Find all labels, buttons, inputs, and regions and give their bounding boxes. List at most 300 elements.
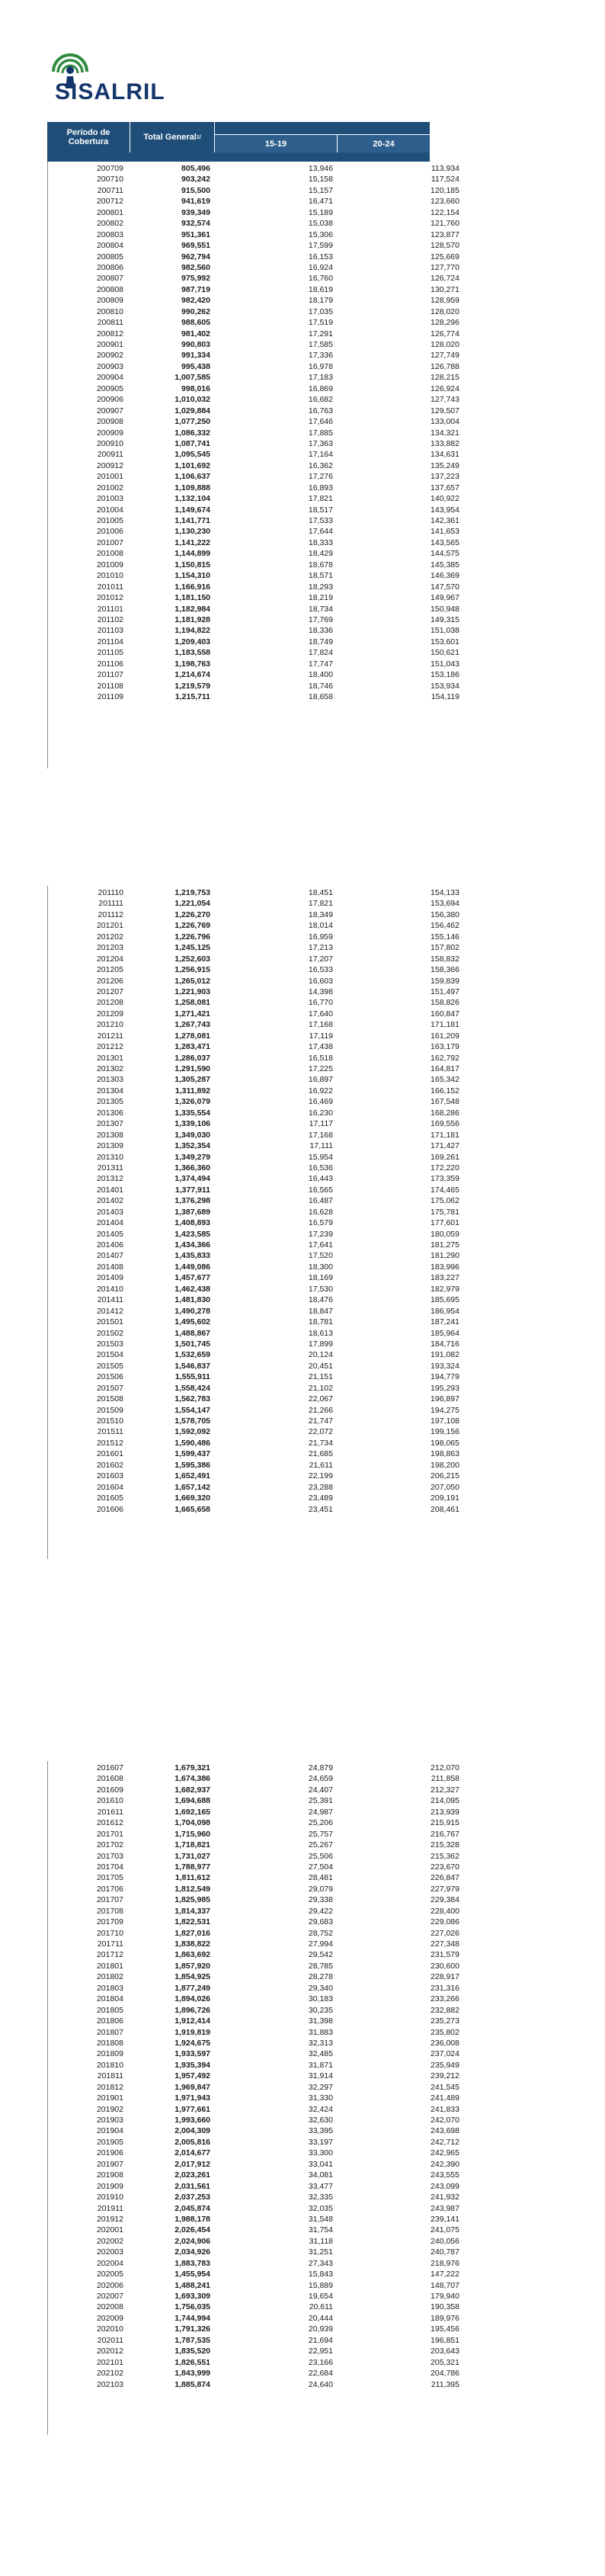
total-cell: 1,258,081 [174,998,210,1008]
period-cell: 201808 [96,2038,123,2048]
table-row [47,2115,466,2125]
age-20-24-cell: 150,948 [431,604,459,614]
period-cell: 201211 [97,1031,123,1041]
table-header [47,122,430,162]
header-age-group [215,122,430,134]
age-15-19-cell: 16,922 [308,1086,333,1096]
total-cell: 1,993,660 [174,2116,210,2125]
period-cell: 201704 [96,1862,123,1872]
table-row [47,2236,466,2247]
period-cell: 201009 [96,560,123,569]
total-cell: 1,374,494 [174,1174,210,1184]
period-cell: 201909 [96,2181,123,2191]
total-cell: 990,262 [181,306,210,316]
age-20-24-cell: 195,293 [431,1383,459,1393]
age-15-19-cell: 17,213 [308,943,333,953]
table-row [47,1383,466,1394]
age-15-19-cell: 25,267 [308,1840,333,1850]
age-15-19-cell: 29,338 [308,1895,333,1905]
table-row [47,570,466,581]
age-20-24-cell: 175,781 [431,1207,459,1217]
table-row [47,1173,466,1184]
total-cell: 1,674,386 [174,1774,210,1784]
age-15-19-cell: 25,206 [308,1818,333,1828]
total-cell: 1,349,279 [174,1152,210,1162]
header-period: Período de Cobertura [47,122,130,152]
table-row [47,1851,466,1862]
age-20-24-cell: 243,987 [431,2203,459,2213]
age-15-19-cell: 18,349 [308,909,333,919]
period-cell: 201305 [96,1097,123,1107]
period-cell: 201401 [96,1185,123,1195]
period-cell: 200912 [96,460,123,470]
age-15-19-cell: 17,520 [308,1251,333,1261]
period-cell: 202102 [96,2369,123,2379]
age-20-24-cell: 142,361 [431,516,459,525]
age-20-24-cell: 198,863 [431,1449,459,1459]
period-cell: 201310 [96,1152,123,1162]
table-row [47,1339,466,1349]
age-15-19-cell: 21,685 [308,1449,333,1459]
table-row [47,1840,466,1850]
table-row [47,2291,466,2302]
period-cell: 201107 [97,670,123,680]
age-15-19-cell: 22,067 [308,1394,333,1404]
table-row [47,2192,466,2202]
total-cell: 1,194,822 [174,626,210,636]
total-cell: 1,693,309 [174,2292,210,2301]
age-15-19-cell: 17,640 [308,1009,333,1019]
age-15-19-cell: 31,398 [308,2016,333,2026]
period-cell: 201902 [96,2104,123,2114]
period-cell: 200807 [96,274,123,284]
age-15-19-cell: 16,770 [308,998,333,1008]
table-row [47,1961,466,1971]
period-cell: 201102 [97,614,123,624]
total-cell: 1,214,674 [174,670,210,680]
period-cell: 200710 [96,175,123,184]
age-15-19-cell: 29,079 [308,1884,333,1894]
table-row [47,1493,466,1503]
total-cell: 1,198,763 [174,659,210,669]
total-cell: 1,811,612 [174,1873,210,1883]
period-cell: 201407 [96,1251,123,1261]
age-15-19-cell: 17,599 [308,241,333,251]
age-20-24-cell: 207,050 [431,1482,459,1492]
period-cell: 201911 [97,2203,123,2213]
age-20-24-cell: 128,296 [431,318,459,328]
total-cell: 1,278,081 [174,1031,210,1041]
age-20-24-cell: 186,954 [431,1306,459,1316]
table-row [47,1074,466,1085]
age-15-19-cell: 21,734 [308,1438,333,1448]
age-20-24-cell: 235,949 [431,2060,459,2070]
table-row [47,1361,466,1371]
period-cell: 201806 [96,2016,123,2026]
age-20-24-cell: 177,601 [431,1218,459,1228]
age-15-19-cell: 29,422 [308,1906,333,1916]
age-20-24-cell: 241,932 [431,2193,459,2202]
table-row [47,1482,466,1493]
age-20-24-cell: 196,897 [431,1394,459,1404]
period-cell: 201408 [96,1262,123,1272]
table-row [47,1096,466,1107]
table-row [47,306,466,317]
total-cell: 1,256,915 [174,965,210,975]
table-row [47,976,466,986]
age-15-19-cell: 17,276 [308,472,333,482]
age-20-24-cell: 130,271 [431,284,459,294]
total-cell: 1,291,590 [174,1064,210,1073]
period-cell: 201503 [96,1339,123,1349]
total-cell: 1,843,999 [174,2369,210,2379]
total-cell: 1,669,320 [174,1493,210,1503]
table-row [47,2125,466,2136]
total-cell: 1,095,545 [174,450,210,460]
total-cell: 990,803 [181,340,210,349]
period-cell: 201405 [96,1229,123,1239]
age-20-24-cell: 237,024 [431,2049,459,2059]
total-cell: 1,352,354 [174,1141,210,1151]
age-20-24-cell: 229,086 [431,1917,459,1927]
table-block-2 [47,887,466,1515]
table-row [47,560,466,570]
period-cell: 201908 [96,2170,123,2180]
age-20-24-cell: 156,462 [431,921,459,931]
table-row [47,1217,466,1228]
age-20-24-cell: 198,065 [431,1438,459,1448]
age-20-24-cell: 126,788 [431,361,459,371]
age-15-19-cell: 16,533 [308,965,333,975]
age-20-24-cell: 231,579 [431,1950,459,1960]
age-20-24-cell: 171,181 [431,1020,459,1030]
age-15-19-cell: 20,444 [308,2313,333,2323]
period-cell: 202001 [96,2225,123,2235]
age-15-19-cell: 18,179 [308,296,333,306]
age-20-24-cell: 233,266 [431,1994,459,2004]
table-row [47,1195,466,1206]
age-15-19-cell: 16,565 [308,1185,333,1195]
brand-name: SISALRIL [55,79,165,104]
age-20-24-cell: 117,524 [431,175,459,184]
age-15-19-cell: 21,102 [308,1383,333,1393]
age-20-24-cell: 242,390 [431,2159,459,2169]
age-15-19-cell: 24,987 [308,1807,333,1817]
table-row [47,637,466,647]
age-20-24-cell: 208,461 [431,1504,459,1514]
age-20-24-cell: 123,877 [431,229,459,239]
age-20-24-cell: 144,575 [431,549,459,559]
total-cell: 982,420 [181,296,210,306]
age-20-24-cell: 127,743 [431,395,459,405]
age-20-24-cell: 153,694 [431,899,459,909]
table-row [47,647,466,658]
age-20-24-cell: 143,565 [431,537,459,547]
table-row [47,2357,466,2368]
period-cell: 201510 [96,1416,123,1426]
table-row [47,218,466,229]
age-20-24-cell: 218,976 [431,2258,459,2268]
table-row [47,329,466,339]
table-row [47,986,466,997]
period-cell: 201511 [97,1427,123,1437]
period-cell: 201404 [96,1218,123,1228]
age-20-24-cell: 145,385 [431,560,459,569]
age-15-19-cell: 17,363 [308,438,333,448]
table-row [47,207,466,218]
period-cell: 200811 [97,318,123,328]
age-20-24-cell: 173,359 [431,1174,459,1184]
age-20-24-cell: 227,026 [431,1928,459,1938]
age-15-19-cell: 17,164 [308,450,333,460]
table-row [47,2203,466,2214]
total-cell: 1,490,278 [174,1306,210,1316]
total-cell: 1,366,360 [174,1163,210,1173]
age-20-24-cell: 193,324 [431,1361,459,1371]
period-cell: 200712 [96,197,123,207]
period-cell: 201406 [96,1240,123,1250]
age-15-19-cell: 33,300 [308,2148,333,2158]
total-cell: 2,005,816 [174,2137,210,2147]
total-cell: 951,361 [181,229,210,239]
period-cell: 201204 [96,954,123,964]
age-15-19-cell: 33,395 [308,2126,333,2136]
period-cell: 201611 [97,1807,123,1817]
table-row [47,2379,466,2390]
total-cell: 1,877,249 [174,1983,210,1993]
age-15-19-cell: 31,883 [308,2027,333,2037]
total-cell: 1,704,098 [174,1818,210,1828]
age-20-24-cell: 125,669 [431,252,459,261]
period-cell: 201702 [96,1840,123,1850]
age-20-24-cell: 175,062 [431,1196,459,1206]
age-15-19-cell: 17,747 [308,659,333,669]
period-cell: 201910 [96,2193,123,2202]
age-15-19-cell: 23,451 [308,1504,333,1514]
period-cell: 201609 [96,1785,123,1795]
age-15-19-cell: 21,151 [308,1372,333,1382]
total-cell: 1,825,985 [174,1895,210,1905]
total-cell: 1,226,270 [174,909,210,919]
total-cell: 1,265,012 [174,976,210,986]
table-row [47,438,466,449]
age-20-24-cell: 126,924 [431,383,459,393]
period-cell: 201010 [96,571,123,581]
age-15-19-cell: 17,117 [309,1119,333,1129]
period-cell: 201411 [97,1295,123,1305]
table-row [47,2082,466,2093]
age-15-19-cell: 15,954 [308,1152,333,1162]
age-20-24-cell: 196,851 [431,2335,459,2345]
period-cell: 201508 [96,1394,123,1404]
age-20-24-cell: 214,095 [431,1796,459,1806]
age-15-19-cell: 31,754 [308,2225,333,2235]
total-cell: 1,592,092 [174,1427,210,1437]
table-row [47,526,466,537]
age-15-19-cell: 16,959 [308,932,333,942]
period-cell: 200812 [96,329,123,338]
total-cell: 1,150,815 [174,560,210,569]
period-cell: 201106 [97,659,123,669]
age-20-24-cell: 151,497 [431,986,459,996]
total-cell: 915,500 [181,185,210,195]
age-15-19-cell: 17,207 [308,954,333,964]
age-15-19-cell: 18,517 [308,505,333,515]
total-cell: 1,457,677 [174,1273,210,1283]
age-15-19-cell: 22,684 [308,2369,333,2379]
total-cell: 2,037,253 [174,2193,210,2202]
age-15-19-cell: 17,291 [308,329,333,338]
age-15-19-cell: 17,438 [308,1042,333,1052]
age-15-19-cell: 15,038 [308,219,333,229]
age-15-19-cell: 17,821 [308,494,333,504]
table-row [47,493,466,504]
total-cell: 1,087,741 [174,438,210,448]
age-15-19-cell: 15,843 [308,2270,333,2279]
total-cell: 1,423,585 [174,1229,210,1239]
table-row [47,1906,466,1917]
age-20-24-cell: 169,556 [431,1119,459,1129]
total-cell: 1,086,332 [174,428,210,438]
age-15-19-cell: 25,506 [308,1851,333,1861]
period-cell: 201307 [96,1119,123,1129]
period-cell: 202005 [96,2270,123,2279]
age-20-24-cell: 169,261 [431,1152,459,1162]
period-cell: 201606 [96,1504,123,1514]
age-20-24-cell: 228,917 [431,1972,459,1982]
age-15-19-cell: 32,035 [308,2203,333,2213]
table-row [47,537,466,548]
age-15-19-cell: 16,897 [308,1075,333,1085]
age-15-19-cell: 21,694 [308,2335,333,2345]
age-20-24-cell: 140,922 [431,494,459,504]
age-20-24-cell: 128,020 [431,306,459,316]
total-cell: 1,546,837 [174,1361,210,1371]
total-cell: 1,226,769 [174,921,210,931]
age-15-19-cell: 17,119 [309,1031,333,1041]
age-15-19-cell: 16,471 [308,197,333,207]
total-cell: 1,814,337 [174,1906,210,1916]
total-cell: 1,562,783 [174,1394,210,1404]
total-cell: 1,339,106 [174,1119,210,1129]
table-row [47,1207,466,1217]
table-row [47,174,466,184]
age-15-19-cell: 31,871 [308,2060,333,2070]
age-20-24-cell: 211,858 [431,1774,459,1784]
total-cell: 1,787,535 [174,2335,210,2345]
age-20-24-cell: 128,959 [431,296,459,306]
total-cell: 1,183,558 [174,648,210,658]
age-15-19-cell: 17,225 [308,1064,333,1073]
total-cell: 1,271,421 [174,1009,210,1019]
age-20-24-cell: 198,200 [431,1460,459,1470]
table-row [47,317,466,328]
age-20-24-cell: 187,241 [431,1317,459,1327]
total-cell: 1,896,726 [174,2005,210,2015]
table-row [47,1394,466,1404]
period-cell: 201306 [96,1108,123,1118]
total-cell: 1,283,471 [174,1042,210,1052]
table-row [47,2269,466,2279]
total-cell: 1,501,745 [174,1339,210,1349]
table-row [47,428,466,438]
period-cell: 201901 [96,2093,123,2103]
total-cell: 1,455,954 [174,2270,210,2279]
table-row [47,681,466,691]
age-20-24-cell: 215,362 [431,1851,459,1861]
period-cell: 201805 [96,2005,123,2015]
age-15-19-cell: 28,785 [308,1961,333,1971]
period-cell: 201104 [97,637,123,646]
period-cell: 201712 [96,1950,123,1960]
table-row [47,1971,466,1982]
period-cell: 201705 [96,1873,123,1883]
table-row [47,1405,466,1416]
total-cell: 1,226,796 [174,932,210,942]
table-block-1 [47,163,466,702]
total-cell: 1,376,298 [174,1196,210,1206]
age-20-24-cell: 194,779 [431,1372,459,1382]
age-20-24-cell: 127,749 [431,351,459,361]
age-20-24-cell: 227,348 [431,1939,459,1949]
total-cell: 2,017,912 [174,2159,210,2169]
period-cell: 201402 [96,1196,123,1206]
total-cell: 2,024,906 [174,2236,210,2246]
total-cell: 2,026,454 [174,2225,210,2235]
age-15-19-cell: 23,166 [308,2357,333,2367]
period-cell: 201903 [96,2116,123,2125]
age-15-19-cell: 30,183 [308,1994,333,2004]
period-cell: 201807 [96,2027,123,2037]
period-cell: 202009 [96,2313,123,2323]
age-15-19-cell: 18,400 [308,670,333,680]
header-total-footnote: 1/ [196,134,201,140]
table-row [47,505,466,515]
period-cell: 202002 [96,2236,123,2246]
period-cell: 202101 [96,2357,123,2367]
table-row [47,887,466,898]
total-cell: 1,101,692 [174,460,210,470]
table-row [47,372,466,383]
table-row [47,2137,466,2148]
total-cell: 1,957,492 [174,2071,210,2081]
age-20-24-cell: 243,555 [431,2170,459,2180]
age-15-19-cell: 18,451 [308,888,333,897]
age-15-19-cell: 18,613 [308,1328,333,1338]
period-cell: 201103 [97,626,123,636]
total-cell: 1,141,771 [174,516,210,525]
period-cell: 201604 [96,1482,123,1492]
age-15-19-cell: 22,951 [308,2347,333,2356]
age-15-19-cell: 16,153 [308,252,333,261]
age-15-19-cell: 16,362 [308,460,333,470]
total-cell: 1,791,326 [174,2324,210,2334]
age-20-24-cell: 147,570 [431,582,459,592]
period-cell: 201711 [97,1939,123,1949]
age-15-19-cell: 18,571 [308,571,333,581]
period-cell: 201403 [96,1207,123,1217]
age-20-24-cell: 212,070 [431,1763,459,1772]
period-cell: 200901 [96,340,123,349]
age-20-24-cell: 137,657 [431,483,459,492]
table-row [47,659,466,669]
total-cell: 2,045,874 [174,2203,210,2213]
period-cell: 201904 [96,2126,123,2136]
period-cell: 201410 [96,1284,123,1294]
age-15-19-cell: 16,579 [308,1218,333,1228]
total-cell: 1,578,705 [174,1416,210,1426]
table-row [47,604,466,614]
